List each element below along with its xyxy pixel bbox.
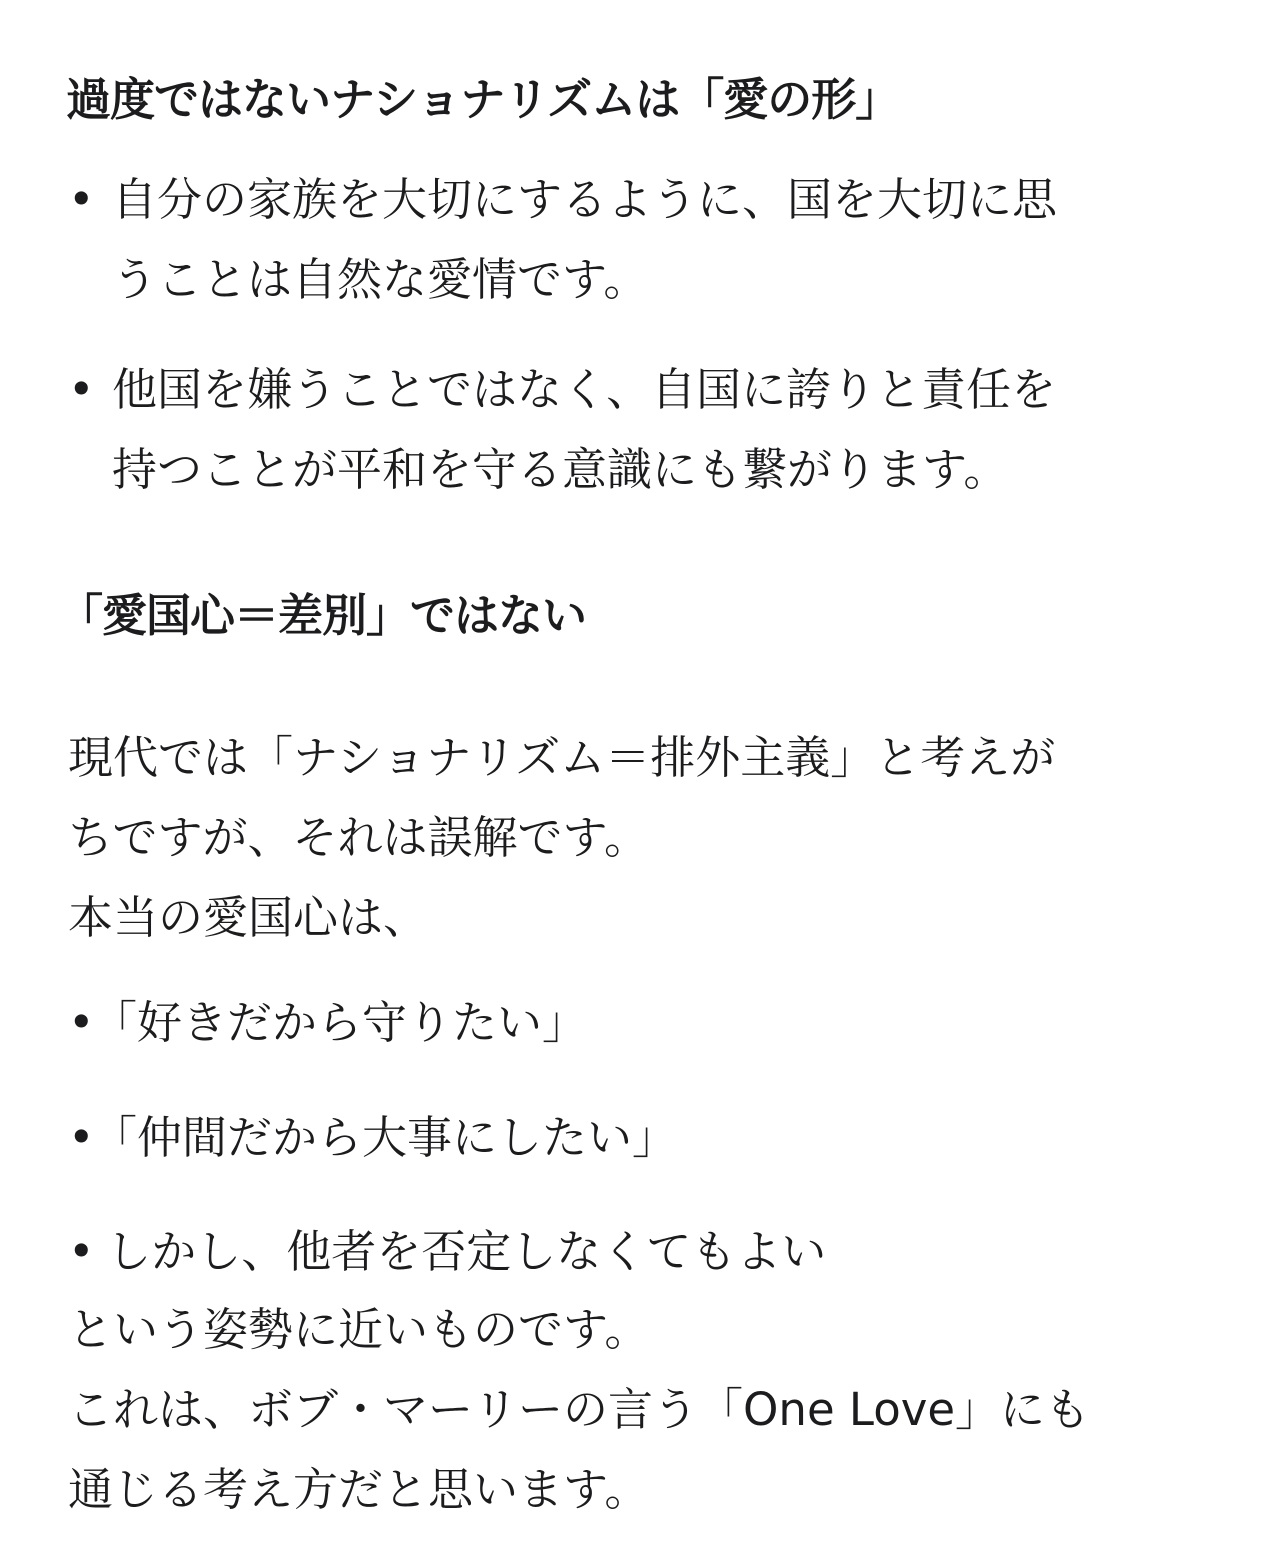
bullet-marker: • bbox=[68, 363, 95, 416]
list-item-text: 「好きだから守りたい」 bbox=[92, 996, 588, 1049]
list-item bbox=[68, 1098, 677, 1178]
list-item-text: 自分の家族を大切にするように、国を大切に思 うことは自然な愛情です。 bbox=[112, 173, 1058, 306]
bullet-marker: • bbox=[68, 173, 95, 226]
list-item bbox=[68, 160, 1228, 320]
section-heading-patriotism: 「愛国心＝差別」ではない bbox=[58, 589, 587, 642]
list-item-text: 他国を嫌うことではなく、自国に誇りと責任を 持つことが平和を守る意識にも繋がります。 bbox=[112, 363, 1057, 496]
section-heading-nationalism: 過度ではないナショナリズムは「愛の形」 bbox=[66, 73, 900, 126]
list-item bbox=[68, 983, 587, 1063]
bullet-marker: • bbox=[68, 996, 95, 1049]
list-item-text: しかし、他者を否定しなくてもよい bbox=[92, 1225, 827, 1278]
closing-paragraph: という姿勢に近いものです。 これは、ボブ・マーリーの言う「One Love」にも 通じる考え方だと思います。 bbox=[68, 1303, 1091, 1516]
bullet-marker: • bbox=[68, 1225, 95, 1278]
bullet-marker: • bbox=[68, 1111, 95, 1164]
list-item bbox=[68, 1212, 826, 1292]
list-item bbox=[68, 350, 1228, 510]
list-item-text: 「仲間だから大事にしたい」 bbox=[92, 1111, 678, 1164]
intro-paragraph: 現代では「ナショナリズム＝排外主義」と考えが ちですが、それは誤解です。 本当の愛国心は、 bbox=[68, 731, 1056, 944]
